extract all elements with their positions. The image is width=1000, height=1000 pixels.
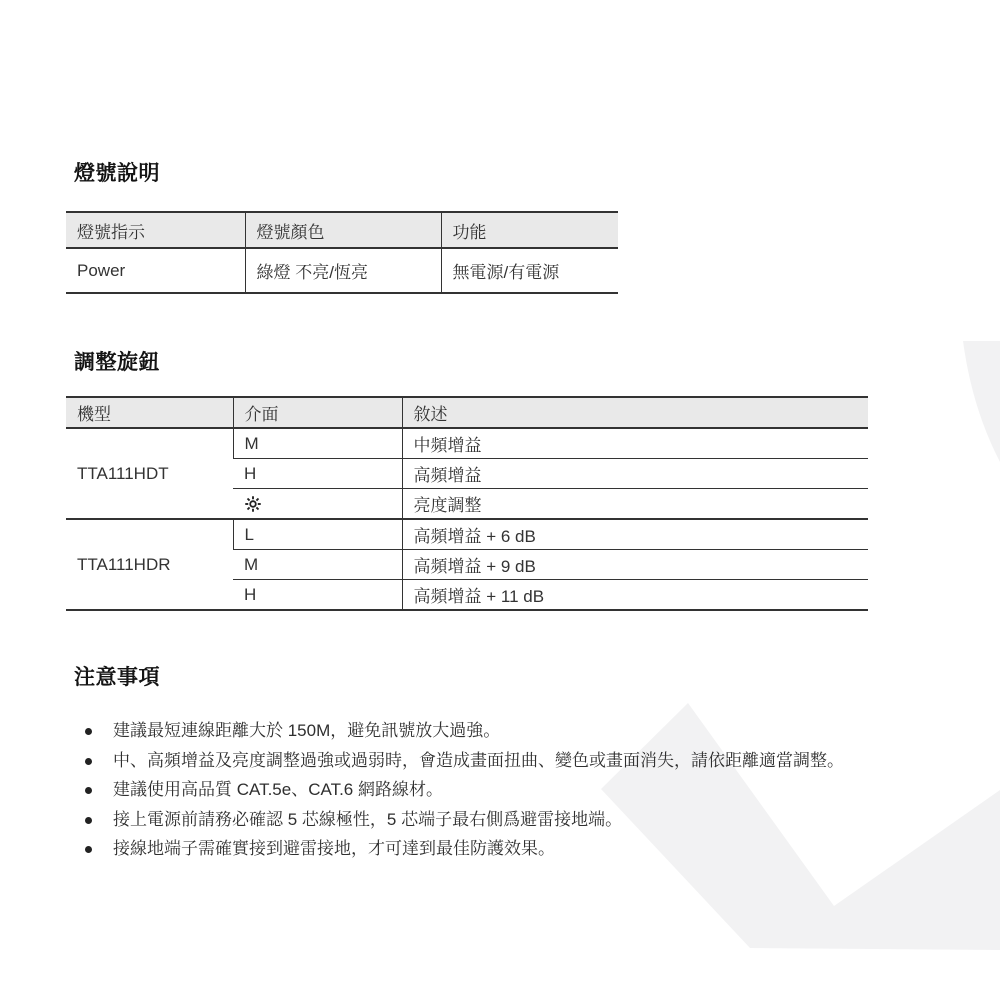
led-table-header-row <box>66 212 618 248</box>
desc-value: 高頻增益 + 6 dB <box>402 519 868 550</box>
model-name-hdt: TTA111HDT <box>77 463 169 483</box>
desc-value: 中頻增益 <box>402 428 868 459</box>
iface-icon-cell <box>233 489 402 520</box>
led-function-value: 無電源/有電源 <box>441 248 618 293</box>
desc-value: 高頻增益 + 9 dB <box>402 550 868 580</box>
note-text: 建議使用高品質 CAT.5e、CAT.6 網路線材。 <box>113 780 443 799</box>
led-section-title: 燈號說明 <box>74 162 160 185</box>
iface-value: L <box>233 519 402 550</box>
led-table <box>66 211 618 294</box>
desc-value: 亮度調整 <box>402 489 868 520</box>
knob-col-interface: 介面 <box>233 397 402 428</box>
table-row <box>66 519 868 550</box>
led-col-color: 燈號顏色 <box>245 212 441 248</box>
iface-value: M <box>233 428 402 459</box>
list-item <box>80 746 980 776</box>
led-indicator-value: Power <box>77 260 126 280</box>
knob-col-description: 敘述 <box>402 397 868 428</box>
bullet-icon <box>85 817 92 824</box>
list-item <box>80 805 980 835</box>
bullet-icon <box>85 846 92 853</box>
watermark-curve-shape <box>963 341 1000 462</box>
notes-list <box>80 716 980 864</box>
table-row <box>66 248 618 293</box>
knob-section-title: 調整旋鈕 <box>74 351 160 374</box>
list-item <box>80 834 980 864</box>
iface-value: H <box>233 459 402 489</box>
knob-table-header-row <box>66 397 868 428</box>
note-text: 中、高頻增益及亮度調整過強或過弱時，會造成畫面扭曲、變色或畫面消失，請依距離適當調整。 <box>113 750 844 770</box>
note-text: 接上電源前請務必確認 5 芯線極性，5 芯端子最右側爲避雷接地端。 <box>113 809 623 829</box>
desc-value: 高頻增益 + 11 dB <box>402 580 868 611</box>
led-col-function: 功能 <box>441 212 618 248</box>
model-name-hdr: TTA111HDR <box>66 519 233 610</box>
note-text: 接線地端子需確實接到避雷接地，才可達到最佳防護效果。 <box>113 839 555 858</box>
bullet-icon <box>85 787 92 794</box>
note-text: 建議最短連線距離大於 150M，避免訊號放大過強。 <box>113 721 501 740</box>
knob-table <box>66 396 868 611</box>
led-color-value: 綠燈 不亮/恆亮 <box>245 248 441 293</box>
notes-section-title: 注意事項 <box>74 666 160 689</box>
iface-value: H <box>233 580 402 611</box>
led-col-indicator: 燈號指示 <box>66 212 245 248</box>
bullet-icon <box>85 758 92 765</box>
table-row <box>66 428 868 459</box>
list-item <box>80 775 980 805</box>
iface-value: M <box>233 550 402 580</box>
sun-brightness-icon <box>244 495 262 513</box>
list-item <box>80 716 980 746</box>
bullet-icon <box>85 728 92 735</box>
knob-col-model: 機型 <box>66 397 233 428</box>
desc-value: 高頻增益 <box>402 459 868 489</box>
